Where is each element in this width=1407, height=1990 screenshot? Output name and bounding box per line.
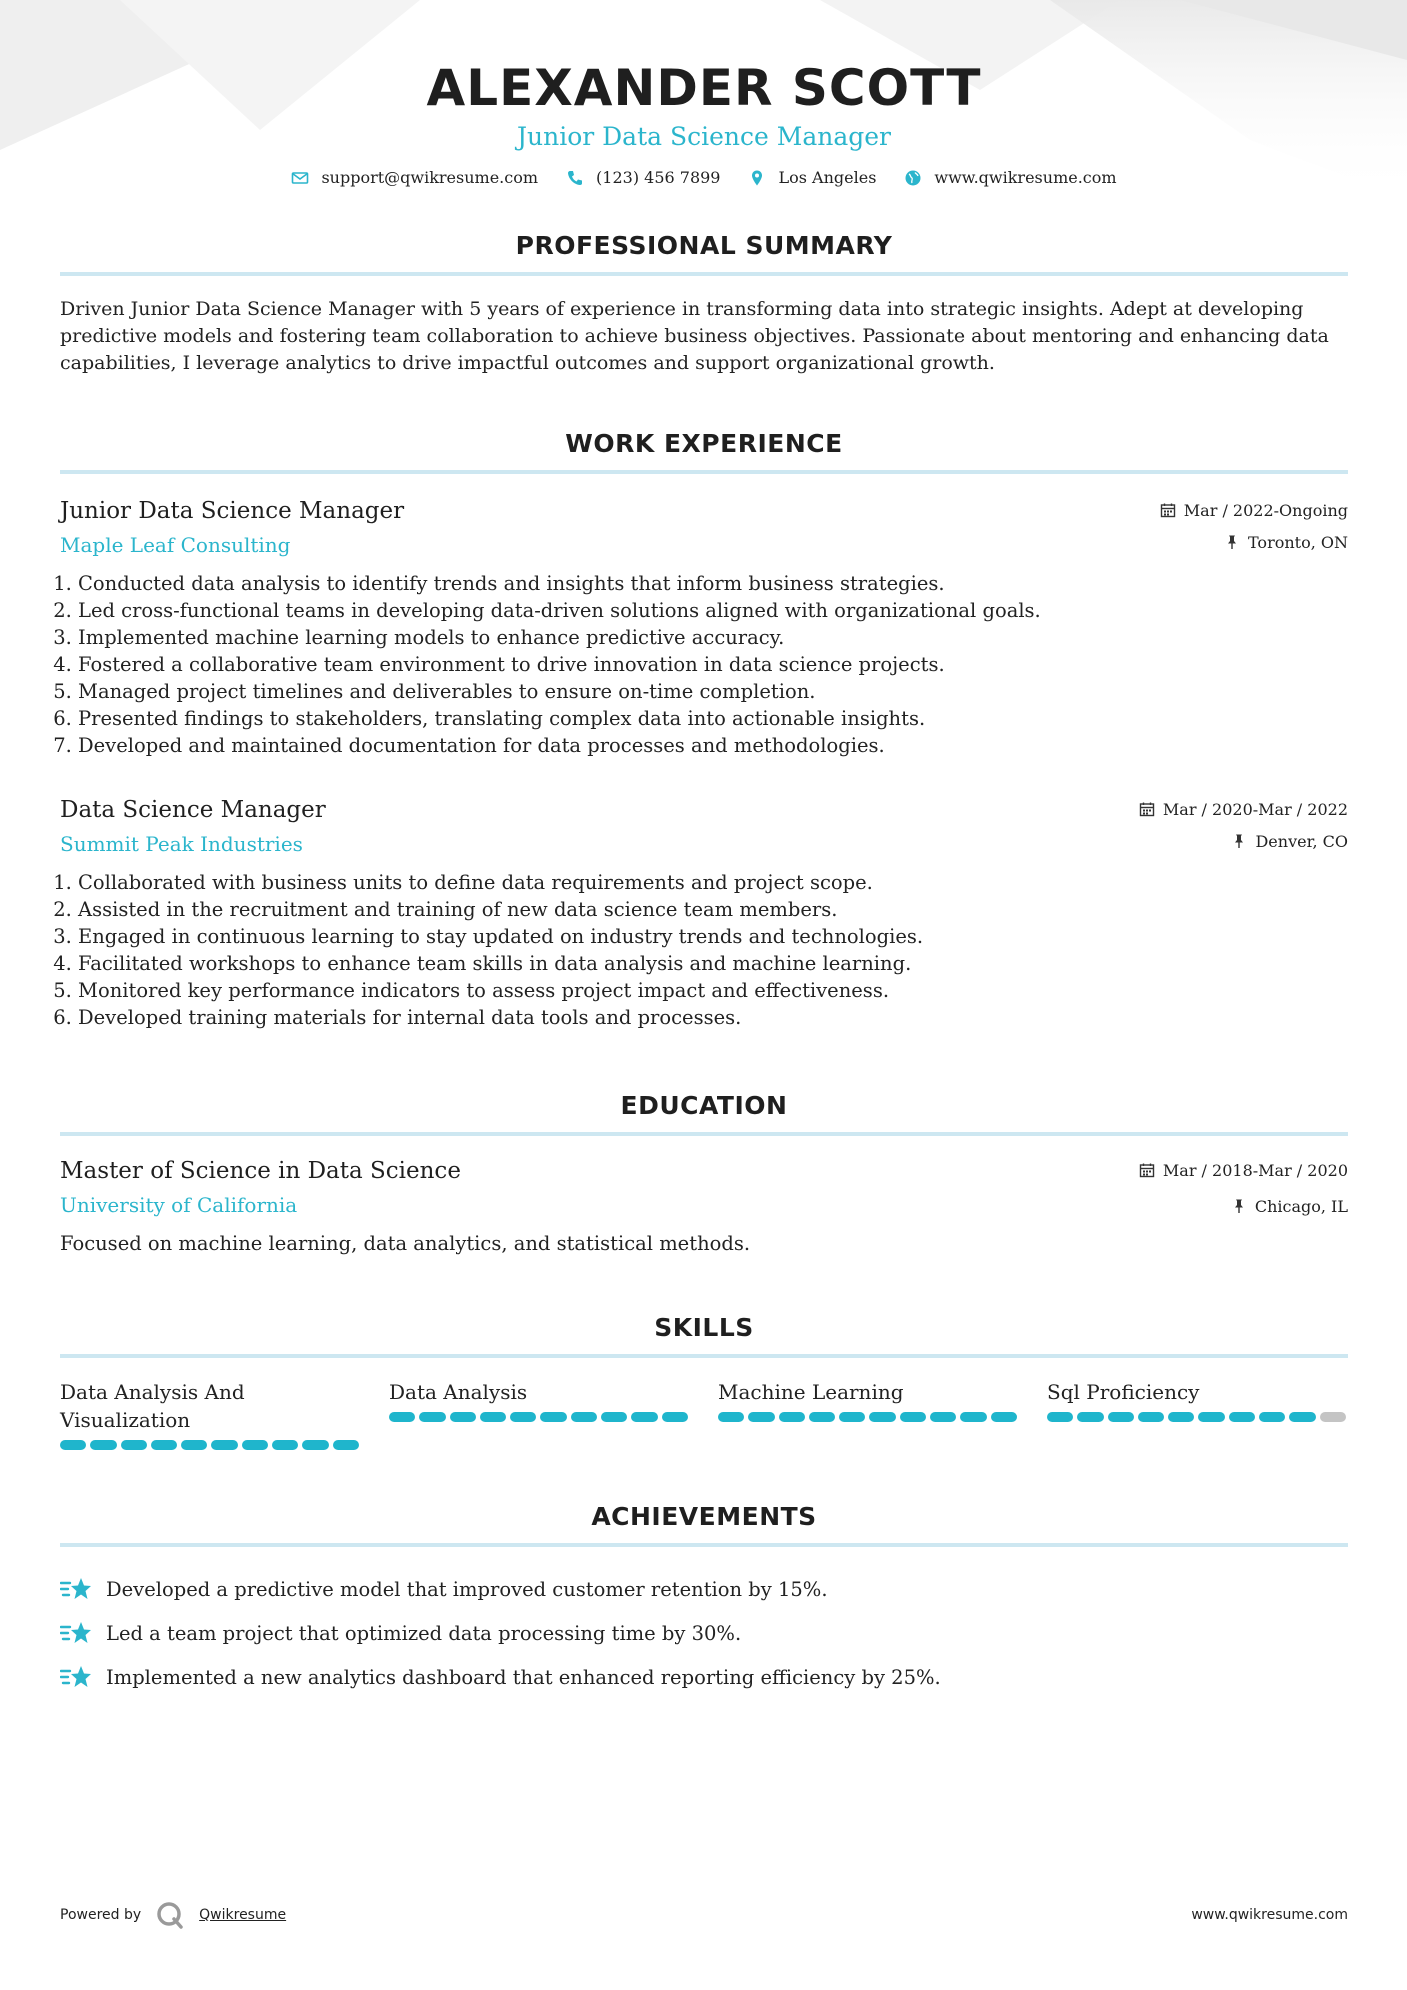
skill-segment — [151, 1440, 177, 1450]
location-text: Los Angeles — [778, 168, 877, 187]
calendar-icon — [1160, 502, 1176, 518]
skills-heading: SKILLS — [654, 1313, 754, 1342]
skill-item — [60, 1378, 359, 1450]
skill-item — [389, 1378, 688, 1450]
skill-segment — [1289, 1412, 1315, 1422]
shooting-star-icon — [60, 1619, 92, 1647]
qwikresume-link[interactable]: Qwikresume — [199, 1907, 287, 1923]
skill-item — [1047, 1378, 1346, 1450]
bullet-item: 4. Facilitated workshops to enhance team skills in data analysis and machine learning. — [78, 950, 1348, 977]
skill-segment — [510, 1412, 536, 1422]
contact-location — [748, 168, 876, 187]
phone-text: (123) 456 7899 — [596, 168, 721, 187]
skill-segment — [779, 1412, 805, 1422]
pushpin-icon — [1231, 1198, 1247, 1214]
skill-segment — [389, 1412, 415, 1422]
skill-item — [718, 1378, 1017, 1450]
skill-segment — [900, 1412, 926, 1422]
website-text: www.qwikresume.com — [934, 168, 1117, 187]
footer-website[interactable]: www.qwikresume.com — [1191, 1907, 1348, 1923]
education-heading: EDUCATION — [620, 1091, 788, 1120]
resume-header — [60, 0, 1348, 187]
calendar-icon — [1139, 1162, 1155, 1178]
skill-segment — [419, 1412, 445, 1422]
section-divider — [60, 272, 1348, 276]
footer-powered-by — [60, 1900, 286, 1930]
bullet-item: 2. Led cross-functional teams in developing data-driven solutions aligned with organizational goals. — [78, 597, 1348, 624]
skill-segment — [571, 1412, 597, 1422]
skill-segment — [242, 1440, 268, 1450]
globe-icon — [904, 169, 922, 187]
skill-segment — [869, 1412, 895, 1422]
achievements-section — [60, 1502, 1348, 1699]
footer — [60, 1900, 1348, 1930]
skill-name: Data Analysis And Visualization — [60, 1380, 245, 1432]
resume-page — [60, 0, 1348, 1699]
education-entry — [60, 1156, 1348, 1257]
school-name: University of California — [60, 1193, 298, 1217]
section-divider — [60, 1543, 1348, 1547]
job-bullets — [60, 570, 1348, 759]
skill-segment — [211, 1440, 237, 1450]
skill-level-bar — [389, 1412, 688, 1422]
job-meta — [1160, 500, 1348, 552]
degree-title: Master of Science in Data Science — [60, 1158, 461, 1184]
achievement-text: Led a team project that optimized data processing time by 30%. — [106, 1621, 742, 1645]
skill-segment — [272, 1440, 298, 1450]
company-name: Summit Peak Industries — [60, 832, 303, 856]
contact-bar — [60, 168, 1348, 187]
skill-segment — [90, 1440, 116, 1450]
summary-heading: PROFESSIONAL SUMMARY — [515, 231, 893, 260]
bullet-item: 1. Collaborated with business units to define data requirements and project scope. — [78, 869, 1348, 896]
bullet-item: 1. Conducted data analysis to identify trends and insights that inform business strategies. — [78, 570, 1348, 597]
section-divider — [60, 470, 1348, 474]
bullet-item: 4. Fostered a collaborative team environment to drive innovation in data science projects. — [78, 651, 1348, 678]
shooting-star-icon — [60, 1663, 92, 1691]
skill-level-bar — [1047, 1412, 1346, 1422]
skill-segment — [1259, 1412, 1285, 1422]
job-bullets — [60, 869, 1348, 1031]
education-description: Focused on machine learning, data analytics, and statistical methods. — [60, 1232, 751, 1255]
skill-segment — [991, 1412, 1017, 1422]
skill-segment — [450, 1412, 476, 1422]
email-text: support@qwikresume.com — [321, 168, 539, 187]
skill-segment — [631, 1412, 657, 1422]
skill-segment — [480, 1412, 506, 1422]
skill-name: Sql Proficiency — [1047, 1380, 1200, 1404]
skills-grid — [60, 1378, 1348, 1450]
contact-website[interactable] — [904, 168, 1116, 187]
qwikresume-logo-icon — [155, 1900, 185, 1930]
bullet-item: 3. Engaged in continuous learning to stay updated on industry trends and technologies. — [78, 923, 1348, 950]
job-dates: Mar / 2022-Ongoing — [1183, 500, 1348, 520]
skill-segment — [662, 1412, 688, 1422]
education-meta — [1139, 1160, 1348, 1216]
skill-segment — [333, 1440, 359, 1450]
job-location: Toronto, ON — [1248, 532, 1348, 552]
skill-segment — [960, 1412, 986, 1422]
phone-icon — [566, 169, 584, 187]
skill-segment — [1198, 1412, 1224, 1422]
achievement-item — [60, 1655, 1348, 1699]
skills-section — [60, 1313, 1348, 1450]
skill-segment — [601, 1412, 627, 1422]
section-divider — [60, 1132, 1348, 1136]
job-meta — [1139, 799, 1348, 851]
shooting-star-icon — [60, 1575, 92, 1603]
bullet-item: 5. Managed project timelines and deliverables to ensure on-time completion. — [78, 678, 1348, 705]
skill-segment — [1168, 1412, 1194, 1422]
section-divider — [60, 1354, 1348, 1358]
job-dates: Mar / 2020-Mar / 2022 — [1162, 799, 1348, 819]
skill-segment — [302, 1440, 328, 1450]
bullet-item: 2. Assisted in the recruitment and training of new data science team members. — [78, 896, 1348, 923]
contact-email[interactable] — [291, 168, 538, 187]
candidate-title: Junior Data Science Manager — [516, 122, 892, 151]
achievements-heading: ACHIEVEMENTS — [591, 1502, 817, 1531]
skill-segment — [1229, 1412, 1255, 1422]
company-name: Maple Leaf Consulting — [60, 533, 291, 557]
skill-segment — [1108, 1412, 1134, 1422]
education-section — [60, 1091, 1348, 1257]
skill-name: Data Analysis — [389, 1380, 528, 1404]
bullet-item: 7. Developed and maintained documentation for data processes and methodologies. — [78, 732, 1348, 759]
skill-segment — [1320, 1412, 1346, 1422]
skill-name: Machine Learning — [718, 1380, 904, 1404]
skill-level-bar — [718, 1412, 1017, 1422]
bullet-item: 5. Monitored key performance indicators to assess project impact and effectiveness. — [78, 977, 1348, 1004]
skill-segment — [60, 1440, 86, 1450]
bullet-item: 3. Implemented machine learning models to enhance predictive accuracy. — [78, 624, 1348, 651]
skill-segment — [718, 1412, 744, 1422]
skill-segment — [748, 1412, 774, 1422]
summary-text: Driven Junior Data Science Manager with 5 years of experience in transforming data into strategic insights. Adept at developing predictive models and fostering team collaboration to achieve business objectives. Passionate about mentoring and enhancing data capabilities, I leverage analytics to drive impactful outcomes and support organizational growth. — [60, 298, 1329, 374]
job-title: Junior Data Science Manager — [60, 498, 405, 524]
bullet-item: 6. Presented findings to stakeholders, translating complex data into actionable insights. — [78, 705, 1348, 732]
achievement-item — [60, 1567, 1348, 1611]
contact-phone[interactable] — [566, 168, 720, 187]
skill-segment — [1047, 1412, 1073, 1422]
candidate-name: ALEXANDER SCOTT — [426, 59, 982, 117]
education-dates: Mar / 2018-Mar / 2020 — [1162, 1160, 1348, 1180]
skill-segment — [930, 1412, 956, 1422]
achievement-text: Implemented a new analytics dashboard that enhanced reporting efficiency by 25%. — [106, 1665, 941, 1689]
skill-segment — [1138, 1412, 1164, 1422]
pushpin-icon — [1231, 833, 1247, 849]
achievement-item — [60, 1611, 1348, 1655]
job-location: Denver, CO — [1255, 831, 1348, 851]
summary-section — [60, 231, 1348, 377]
skill-segment — [1077, 1412, 1103, 1422]
achievement-text: Developed a predictive model that improved customer retention by 15%. — [106, 1577, 828, 1601]
skill-segment — [809, 1412, 835, 1422]
calendar-icon — [1139, 801, 1155, 817]
powered-by-label: Powered by — [60, 1907, 142, 1923]
skill-segment — [121, 1440, 147, 1450]
education-location: Chicago, IL — [1254, 1196, 1348, 1216]
pushpin-icon — [1224, 534, 1240, 550]
job-entry — [60, 795, 1348, 1031]
skill-level-bar — [60, 1440, 359, 1450]
skill-segment — [839, 1412, 865, 1422]
experience-heading: WORK EXPERIENCE — [565, 429, 843, 458]
skill-segment — [540, 1412, 566, 1422]
map-pin-icon — [748, 169, 766, 187]
achievements-list — [60, 1567, 1348, 1699]
experience-section — [60, 429, 1348, 1031]
envelope-icon — [291, 169, 309, 187]
skill-segment — [181, 1440, 207, 1450]
job-entry — [60, 496, 1348, 759]
job-title: Data Science Manager — [60, 797, 326, 823]
bullet-item: 6. Developed training materials for internal data tools and processes. — [78, 1004, 1348, 1031]
